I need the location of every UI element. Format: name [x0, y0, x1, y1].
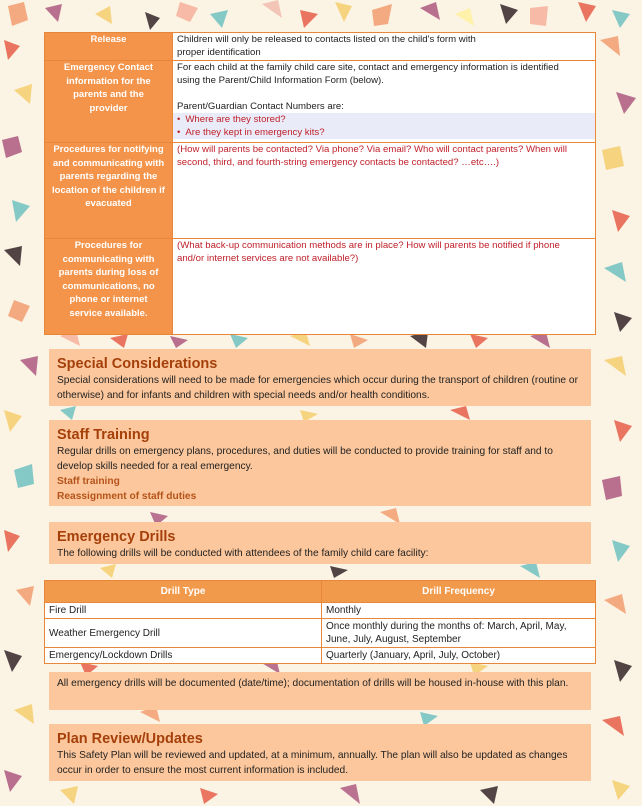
drill-frequency-cell: Once monthly during the months of: March, April, May, June, July, August, September	[322, 619, 596, 648]
drill-table-header	[45, 581, 596, 603]
section-title: Staff Training	[57, 427, 150, 443]
section-title: Special Considerations	[57, 356, 218, 372]
column-header-drill-type: Drill Type	[45, 581, 322, 603]
section-title: Emergency Drills	[57, 529, 176, 545]
plan-row-evacuation-notify	[45, 143, 596, 239]
table-row	[45, 648, 596, 664]
row-line: and/or internet services are not available?)	[173, 252, 595, 265]
section-text: The following drills will be conducted with attendees of the family child care facility:	[57, 548, 429, 559]
drill-frequency-cell: Quarterly (January, April, July, October)	[322, 648, 596, 664]
row-label: Emergency Contact information for the parents and the provider	[45, 61, 173, 143]
table-row	[45, 619, 596, 648]
bullet-item	[173, 126, 595, 139]
column-header-drill-frequency: Drill Frequency	[322, 581, 596, 603]
row-value	[173, 143, 596, 239]
section-title: Plan Review/Updates	[57, 731, 203, 747]
bullet-item	[173, 113, 595, 126]
row-label: Procedures for notifying and communicating with parents regarding the location of the children if evacuated	[45, 143, 173, 239]
drill-type-cell: Fire Drill	[45, 603, 322, 619]
row-line: For each child at the family child care site, contact and emergency information is identified	[177, 62, 559, 73]
plan-row-loss-of-communications	[45, 239, 596, 335]
staff-training-subheading: Staff training	[57, 476, 120, 487]
plan-table	[44, 32, 596, 335]
bullet-text: Where are they stored?	[185, 114, 286, 125]
documentation-note	[49, 672, 591, 710]
row-line	[173, 87, 595, 100]
table-row	[45, 603, 596, 619]
row-line: using the Parent/Child Information Form (below).	[177, 75, 384, 86]
plan-review-section	[49, 724, 591, 781]
emergency-drills-section	[49, 522, 591, 564]
bullet-dot: •	[177, 127, 181, 138]
drill-type-cell: Emergency/Lockdown Drills	[45, 648, 322, 664]
section-text: Regular drills on emergency plans, procedures, and duties will be conducted to provide training for staff and to develop skills needed for a real emergency.	[57, 446, 553, 472]
row-value	[173, 33, 596, 61]
row-line: Children will only be released to contacts listed on the child's form with	[177, 34, 476, 45]
row-label: Release	[45, 33, 173, 61]
section-text: Special considerations will need to be made for emergencies which occur during the transport of children (routine or otherwise) and for infants and children with special needs and/or health conditions.	[57, 375, 578, 401]
row-value	[173, 61, 596, 143]
drill-type-cell: Weather Emergency Drill	[45, 619, 322, 648]
section-text: This Safety Plan will be reviewed and updated, at a minimum, annually. The plan will also be updated as changes occur in order to ensure the most current information is included.	[57, 750, 568, 776]
row-line: (What back-up communication methods are in place? How will parents be notified if phone	[173, 239, 595, 252]
special-considerations-section	[49, 349, 591, 406]
row-line: proper identification	[177, 47, 261, 58]
row-label: Procedures for communicating with parents during loss of communications, no phone or internet service available.	[45, 239, 173, 335]
staff-training-section	[49, 420, 591, 506]
row-line: second, third, and fourth-string emergency contacts be contacted? …etc….)	[173, 156, 595, 169]
row-line: Parent/Guardian Contact Numbers are:	[177, 101, 344, 112]
documentation-text: All emergency drills will be documented (date/time); documentation of drills will be housed in-house with this plan.	[57, 678, 569, 689]
drill-frequency-cell: Monthly	[322, 603, 596, 619]
row-line: (How will parents be contacted? Via phone? Via email? Who will contact parents? When will	[173, 143, 595, 156]
drill-table	[44, 580, 596, 664]
bullet-text: Are they kept in emergency kits?	[185, 127, 325, 138]
row-value	[173, 239, 596, 335]
plan-row-release	[45, 33, 596, 61]
reassignment-subheading: Reassignment of staff duties	[57, 491, 197, 502]
bullet-dot: •	[177, 114, 181, 125]
plan-row-emergency-contact	[45, 61, 596, 143]
